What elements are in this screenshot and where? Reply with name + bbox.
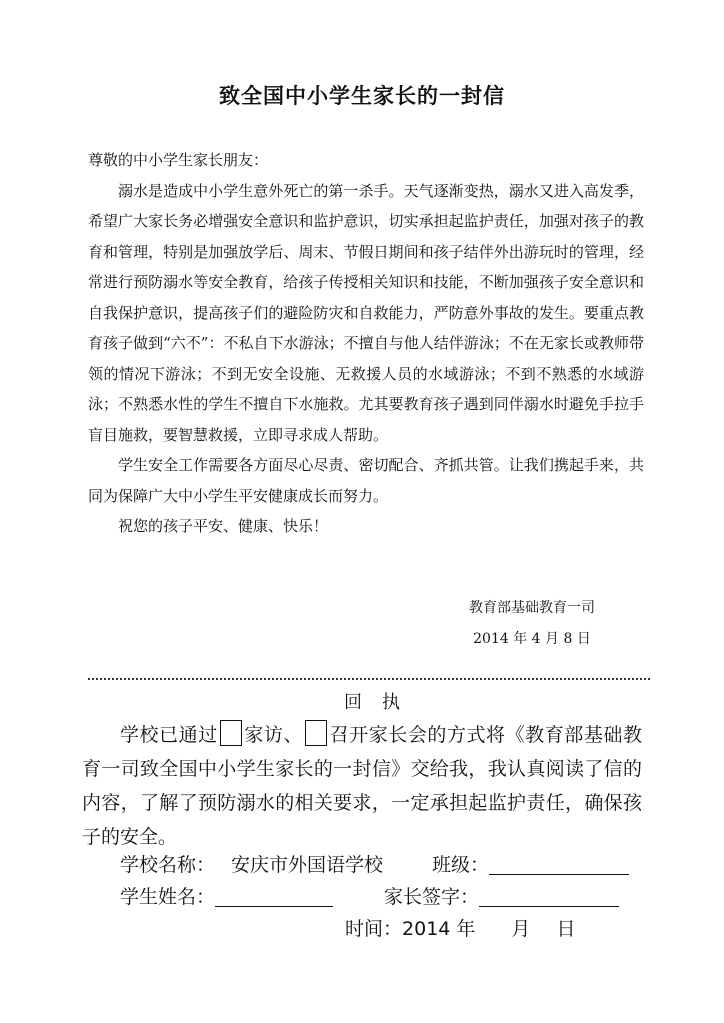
signature-date: 2014 年 4 月 8 日: [473, 631, 591, 647]
receipt-title: 回执: [344, 692, 420, 713]
receipt-text-part2: 家访、: [243, 724, 304, 746]
class-blank[interactable]: [489, 854, 629, 875]
time-month: 月: [511, 918, 531, 940]
time-day: 日: [556, 918, 576, 940]
school-label: 学校名称：: [120, 854, 216, 876]
signature-organization: 教育部基础教育一司: [469, 600, 595, 616]
salutation: 尊敬的中小学生家长朋友：: [88, 151, 269, 169]
student-name-label: 学生姓名：: [120, 886, 216, 908]
student-name-blank[interactable]: [215, 886, 333, 907]
parent-meeting-checkbox[interactable]: [305, 720, 327, 746]
school-value: 安庆市外国语学校: [231, 854, 384, 876]
letter-title: 致全国中小学生家长的一封信: [219, 84, 505, 108]
parent-signature-label: 家长签字：: [384, 886, 480, 908]
letter-body: [88, 145, 644, 542]
paragraph-3: 祝您的孩子平安、健康、快乐！: [118, 517, 329, 535]
receipt-text: [82, 718, 642, 854]
dotted-divider: [88, 678, 650, 680]
time-label: 时间：: [345, 918, 403, 940]
school-row: [120, 850, 383, 877]
time-year: 2014 年: [402, 918, 476, 940]
parent-row: [384, 882, 619, 909]
parent-signature-blank[interactable]: [479, 886, 619, 907]
receipt-text-part1: 学校已通过: [120, 724, 218, 746]
receipt-text-part3: 召开家长会的方式将《教育部基础教育一司致全国中小学生家长的一封信》交给我，我认真阅读了信的内容，了解了预防溺水的相关要求，一定承担起监护责任，确保孩子的安全。: [82, 724, 642, 848]
class-label: 班级：: [432, 854, 490, 876]
time-row: [345, 914, 575, 941]
class-row: [432, 850, 629, 877]
paragraph-2: 学生安全工作需要各方面尽心尽责、密切配合、齐抓共管。让我们携起手来，共同为保障广大中小学生平安健康成长而努力。: [88, 456, 644, 505]
home-visit-checkbox[interactable]: [220, 720, 242, 746]
student-row: [120, 882, 333, 909]
paragraph-1: 溺水是造成中小学生意外死亡的第一杀手。天气逐渐变热，溺水又进入高发季，希望广大家长务必增强安全意识和监护意识，切实承担起监护责任，加强对孩子的教育和管理，特别是加强放学后、周末、节假日期间和孩子结伴外出游玩时的管理，经常进行预防溺水等安全教育，给孩子传授相关知识和技能，不断加强孩子安全意识和自我保护意识，提高孩子们的避险防灾和自救能力，严防意外事故的发生。要重点教育孩子做到“六不”：不私自下水游泳；不擅自与他人结伴游泳；不在无家长或教师带领的情况下游泳；不到无安全设施、无救援人员的水域游泳；不到不熟悉的水域游泳；不熟悉水性的学生不擅自下水施救。尤其要教育孩子遇到同伴溺水时避免手拉手盲目施救，要智慧救援，立即寻求成人帮助。: [88, 181, 644, 444]
receipt-body: [82, 718, 642, 854]
